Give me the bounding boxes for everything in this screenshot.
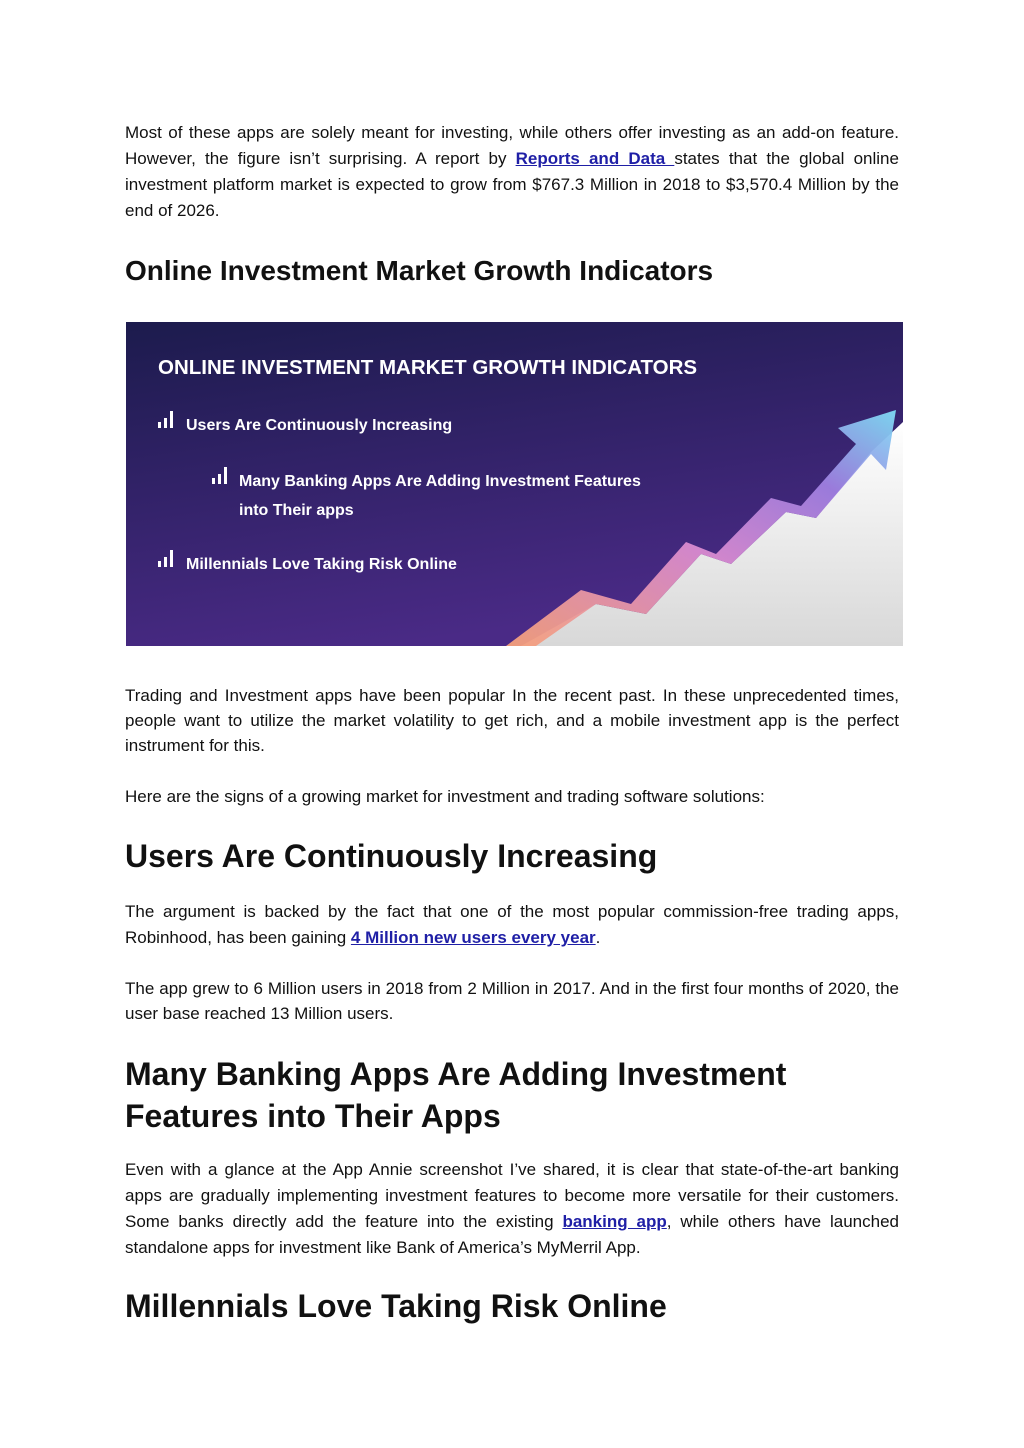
trading-apps-paragraph: Trading and Investment apps have been popular In the recent past. In these unprecedented times, people want to utilize the market volatility to get rich, and a mobile investment app is the perfect instrument for this. (125, 686, 899, 755)
growth-indicators-heading: Online Investment Market Growth Indicators (125, 255, 714, 286)
banner-item-millennials: Millennials Love Taking Risk Online (186, 556, 457, 573)
banking-text-end: , while others have launched standalone apps for investment like Bank of America’s MyMerril App. (125, 1212, 899, 1257)
growth-signs-paragraph: Here are the signs of a growing market for investment and trading software solutions: (125, 787, 765, 806)
robinhood-text-end: . (595, 928, 601, 947)
banner-item-banking-line1: Many Banking Apps Are Adding Investment Features (239, 473, 641, 490)
reports-and-data-link[interactable]: Reports and Data (515, 149, 675, 168)
banking-apps-heading: Many Banking Apps Are Adding Investment Features into Their Apps (125, 1056, 787, 1134)
banner-title: ONLINE INVESTMENT MARKET GROWTH INDICATORS (158, 356, 698, 379)
growth-indicators-banner (126, 322, 903, 646)
robinhood-paragraph (125, 899, 899, 951)
robinhood-users-link[interactable]: 4 Million new users every year (350, 928, 596, 947)
banking-app-link[interactable]: banking app (562, 1212, 667, 1231)
user-growth-paragraph: The app grew to 6 Million users in 2018 from 2 Million in 2017. And in the first four months of 2020, the user base reached 13 Million users. (125, 979, 899, 1023)
intro-text-end: states that the global online investment platform market is expected to grow from $767.3 Million in 2018 to $3,570.4 Million by the end of 2026. (125, 149, 899, 220)
robinhood-text-start: The argument is backed by the fact that one of the most popular commission-free trading apps, Robinhood, has been gaining (125, 902, 899, 947)
banking-apps-paragraph (125, 1157, 899, 1261)
banner-item-banking-line2: into Their apps (239, 502, 354, 519)
intro-text-start: Most of these apps are solely meant for investing, while others offer investing as an add-on feature. However, the figure isn’t surprising. A report by (125, 123, 899, 168)
banner-item-users: Users Are Continuously Increasing (186, 417, 453, 434)
banking-text-start: Even with a glance at the App Annie screenshot I’ve shared, it is clear that state-of-the-art banking apps are gradually implementing investment features to become more versatile for their customers. Some banks directly add the feature into the existing (125, 1160, 899, 1231)
intro-paragraph (125, 120, 899, 224)
millennials-heading: Millennials Love Taking Risk Online (125, 1288, 667, 1324)
users-increasing-heading: Users Are Continuously Increasing (125, 838, 658, 874)
